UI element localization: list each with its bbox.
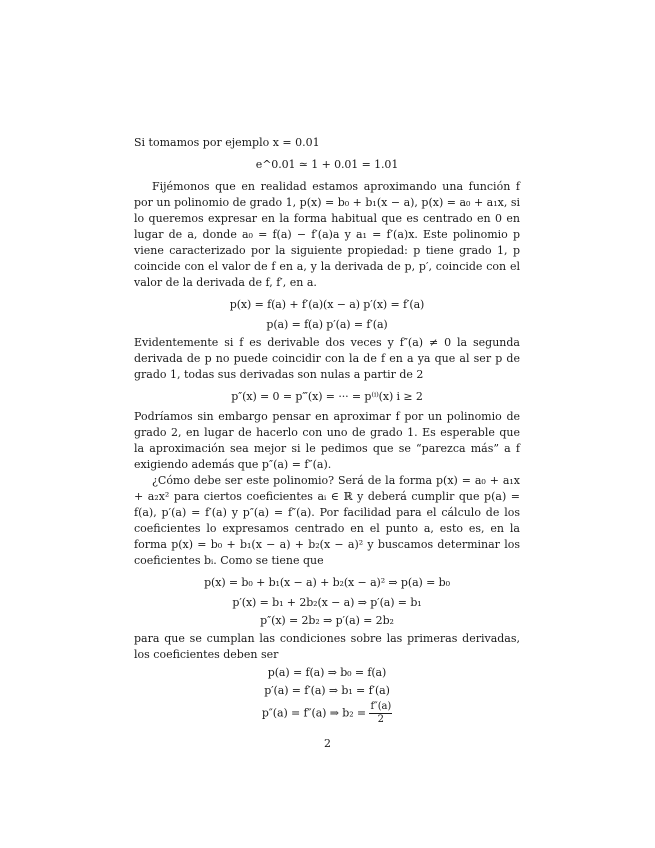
fraction-denominator: 2 [377,714,384,725]
page-number: 2 [324,737,331,750]
intro-line: Si tomamos por ejemplo x = 0.01 [134,136,320,149]
equation-coefficient-b2 [134,701,520,726]
equation-p-prime: p′(x) = b₁ + 2b₂(x − a) ⇒ p′(a) = b₁ [232,596,422,609]
equation-polynomial-definition: p(x) = f(a) + f′(a)(x − a) p′(x) = f′(a) [229,298,425,311]
equation-p: p(x) = b₀ + b₁(x − a) + b₂(x − a)² ⇒ p(a) = b₀ [204,576,450,589]
document-body [134,135,520,728]
equation-p-double-prime: p″(x) = 2b₂ ⇒ p′(a) = 2b₂ [260,614,394,627]
paragraph-polynomial-form: ¿Cómo debe ser este polinomio? Será de la forma p(x) = a₀ + a₁x + a₂x² para ciertos coeficientes aᵢ ∈ ℝ y deberá cumplir que p(a) = f(a), p′(a) = f′(a) y p″(a) = f″(a). Por facilidad para el cálculo de los coeficientes lo expresamos centrado en el punto a, esto es, en la forma p(x) = b₀ + b₁(x − a) + b₂(x − a)² y buscamos determinar los coeficientes bᵢ. Como se tiene que [134,474,520,567]
equation-exponential: e^0.01 ≃ 1 + 0.01 = 1.01 [255,158,399,171]
fraction [369,701,392,726]
paragraph-degree-two: Podríamos sin embargo pensar en aproximar f por un polinomio de grado 2, en lugar de hacerlo con uno de grado 1. Es esperable que la aproximación sea mejor si le pedimos que se “parezca más” a f exigiendo además que p″(a) = f″(a). [134,410,520,471]
equation-polynomial-at-a: p(a) = f(a) p′(a) = f′(a) [266,318,388,331]
fraction-numerator: f″(a) [370,701,392,712]
equation-coefficient-b2-left: p″(a) = f″(a) ⇒ b₂ = [261,706,367,720]
equation-higher-derivatives: p″(x) = 0 = p‴(x) = ··· = p⁽ⁱ⁾(x) i ≥ 2 [231,390,423,403]
paragraph-linear-approximation: Fijémonos que en realidad estamos aproximando una función f por un polinomio de grado 1, p(x) = b₀ + b₁(x − a), p(x) = a₀ + a₁x, si lo queremos expresar en la forma habitual que es centrado en 0 en lugar de a, donde a₀ = f(a) − f′(a)a y a₁ = f′(a)x. Este polinomio p viene caracterizado por la siguiente propiedad: p tiene grado 1, p coincide con el valor de f en a, y la derivada de p, p′, coincide con el valor de la derivada de f, f′, en a. [134,180,520,289]
paragraph-second-derivative: Evidentemente si f es derivable dos veces y f″(a) ≠ 0 la segunda derivada de p no puede coincidir con la de f en a ya que al ser p de grado 1, todas sus derivadas son nulas a partir de 2 [134,336,520,381]
paragraph-conditions: para que se cumplan las condiciones sobre las primeras derivadas, los coeficientes deben ser [134,632,520,661]
equation-coefficient-b0: p(a) = f(a) ⇒ b₀ = f(a) [267,666,387,679]
equation-coefficient-b1: p′(a) = f′(a) ⇒ b₁ = f′(a) [264,684,390,697]
